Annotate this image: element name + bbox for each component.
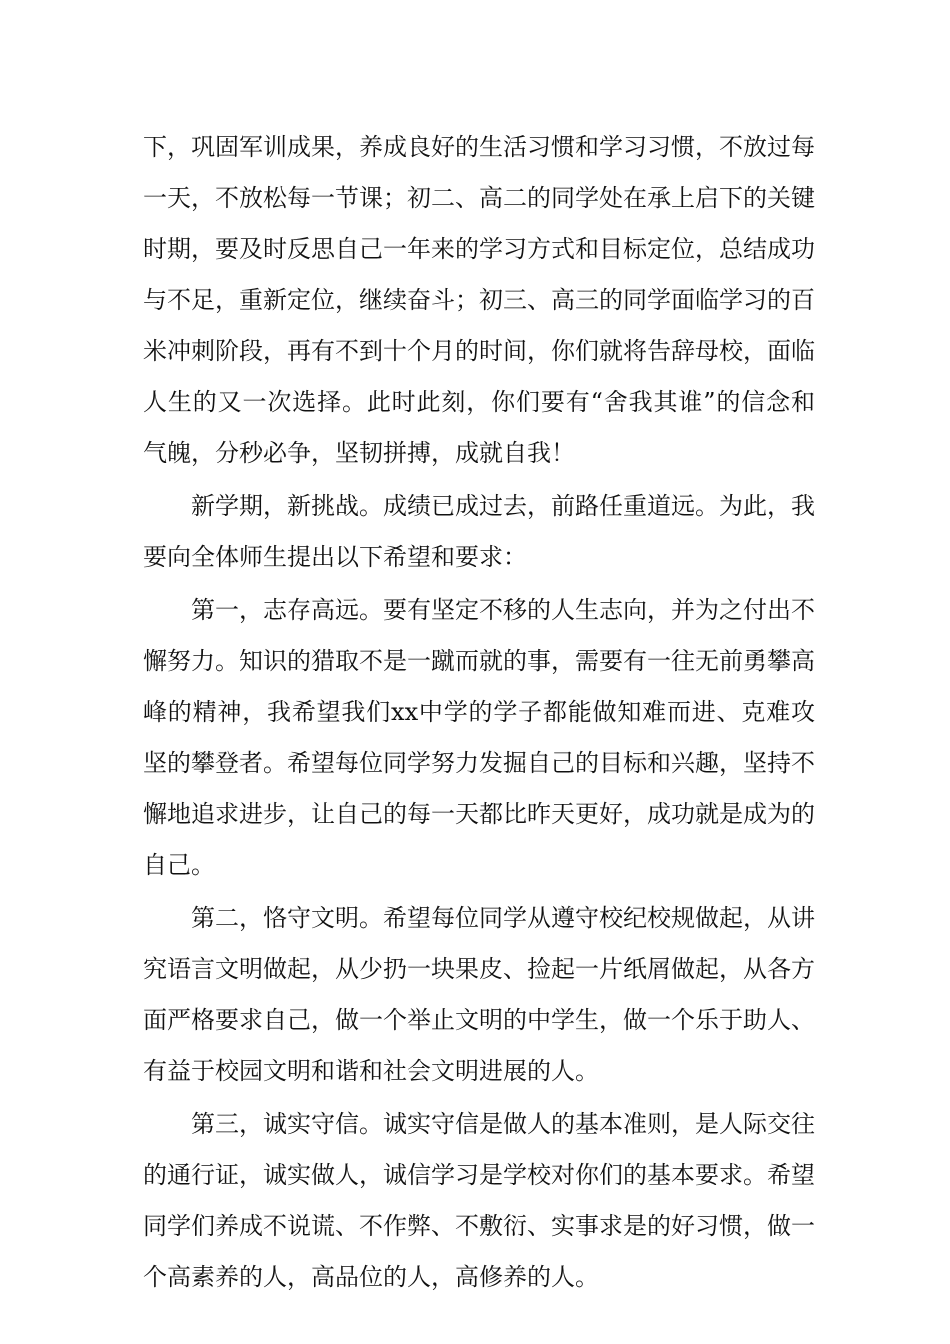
document-body — [143, 122, 815, 1305]
paragraph-continuation: 下，巩固军训成果，养成良好的生活习惯和学习习惯，不放过每一天，不放松每一节课；初二、高二的同学处在承上启下的关键时期，要及时反思自己一年来的学习方式和目标定位，总结成功与不足，重新定位，继续奋斗；初三、高三的同学面临学习的百米冲刺阶段，再有不到十个月的时间，你们就将告辞母校，面临人生的又一次选择。此时此刻，你们要有“舍我其谁”的信念和气魄，分秒必争，坚韧拼搏，成就自我！ — [143, 133, 815, 467]
paragraph-new-semester: 新学期，新挑战。成绩已成过去，前路任重道远。为此，我要向全体师生提出以下希望和要求： — [143, 492, 815, 571]
paragraph-first-point: 第一，志存高远。要有坚定不移的人生志向，并为之付出不懈努力。知识的猎取不是一蹴而就的事，需要有一往无前勇攀高峰的精神，我希望我们xx中学的学子都能做知难而进、克难攻坚的攀登者。希望每位同学努力发掘自己的目标和兴趣，坚持不懈地追求进步，让自己的每一天都比昨天更好，成功就是成为的自己。 — [143, 596, 815, 879]
paragraph-third-point: 第三，诚实守信。诚实守信是做人的基本准则，是人际交往的通行证，诚实做人，诚信学习是学校对你们的基本要求。希望同学们养成不说谎、不作弊、不敷衍、实事求是的好习惯，做一个高素养的人，高品位的人，高修养的人。 — [143, 1110, 815, 1291]
paragraph-second-point: 第二，恪守文明。希望每位同学从遵守校纪校规做起，从讲究语言文明做起，从少扔一块果皮、捡起一片纸屑做起，从各方面严格要求自己，做一个举止文明的中学生，做一个乐于助人、有益于校园文明和谐和社会文明进展的人。 — [143, 904, 815, 1085]
